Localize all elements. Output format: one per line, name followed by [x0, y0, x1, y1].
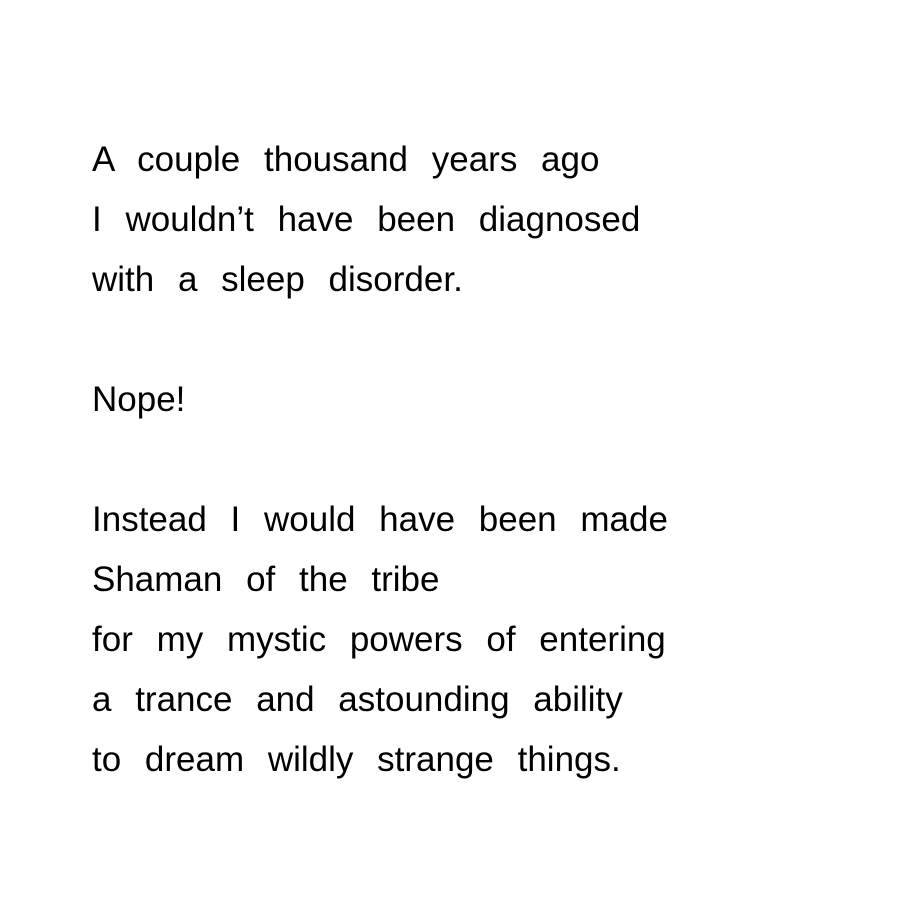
stanza-3 — [92, 490, 872, 790]
poem-line: to dream wildly strange things. — [92, 740, 621, 779]
poem-line: with a sleep disorder. — [92, 260, 463, 299]
poem-line: a trance and astounding ability — [92, 680, 623, 719]
poem-line: Instead I would have been made — [92, 500, 668, 539]
poem-line: I wouldn’t have been diagnosed — [92, 200, 641, 239]
poem-line: A couple thousand years ago — [92, 140, 600, 179]
poem-line: for my mystic powers of entering — [92, 620, 666, 659]
poem-text — [92, 130, 872, 790]
poem-line: Shaman of the tribe — [92, 560, 440, 599]
stanza-2 — [92, 370, 872, 430]
stanza-1 — [92, 130, 872, 310]
poem-line: Nope! — [92, 380, 186, 419]
